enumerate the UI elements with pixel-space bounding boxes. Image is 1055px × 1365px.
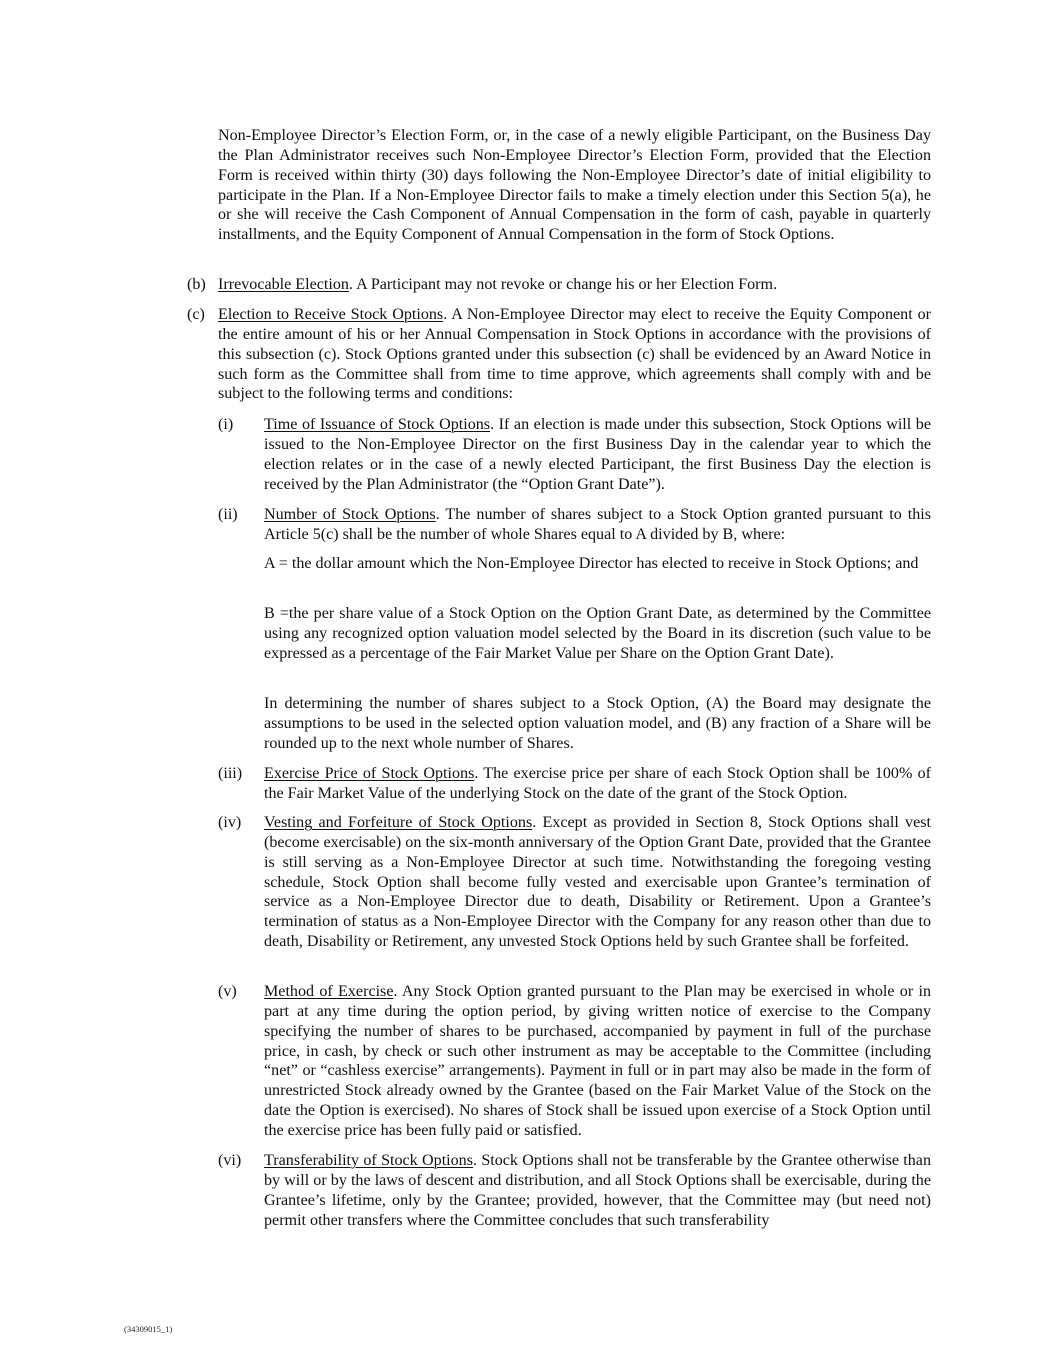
item-i-heading: Time of Issuance of Stock Options — [264, 416, 491, 433]
item-ii-label: (ii) — [218, 506, 238, 523]
item-iii-text: . The exercise price per share of each Stock Option shall be 100% of the Fair Market Value of the underlying Stock on the date of the grant of the Stock Option. — [264, 765, 931, 802]
item-ii-definition-b: B =the per share value of a Stock Option on the Option Grant Date, as determined by the Committee using any recognized option valuation model selected by the Board in its discretion (such value to be expressed as a percentage of the Fair Market Value per Share on the Option Grant Date). — [264, 605, 931, 662]
section-c-text: . A Non-Employee Director may elect to receive the Equity Component or the entire amount of his or her Annual Compensation in Stock Options in accordance with the provisions of this subsection (c). Stock Options granted under this subsection (c) shall be evidenced by an Award Notice in such form as the Committee shall from time to time approve, which agreements shall comply with and be subject to the following terms and conditions: — [218, 306, 931, 403]
item-vi-text: . Stock Options shall not be transferable by the Grantee otherwise than by will or by the laws of descent and distribution, and all Stock Options shall be exercisable, during the Grantee’s lifetime, only by the Grantee; provided, however, that the Committee may (but need not) permit other transfers where the Committee concludes that such transferability — [264, 1152, 931, 1229]
section-b-label: (b) — [187, 276, 206, 293]
intro-paragraph: Non-Employee Director’s Election Form, or, in the case of a newly eligible Participant, on the Business Day the Plan Administrator receives such Non-Employee Director’s Election Form, provided that the Election Form is received within thirty (30) days following the Non-Employee Director’s date of initial eligibility to participate in the Plan. If a Non-Employee Director fails to make a timely election under this Section 5(a), he or she will receive the Cash Component of Annual Compensation in the form of cash, payable in quarterly installments, and the Equity Component of Annual Compensation in the form of Stock Options. — [218, 127, 931, 244]
item-ii-heading: Number of Stock Options — [264, 506, 436, 523]
section-c-paragraph — [218, 305, 931, 404]
item-v-text: . Any Stock Option granted pursuant to the Plan may be exercised in whole or in part at any time during the option period, by giving written notice of exercise to the Company specifying the number of shares to be purchased, accompanied by payment in full of the purchase price, in cash, by check or such other instrument as may be acceptable to the Committee (including “net” or “cashless exercise” arrangements). Payment in full or in part may also be made in the form of unrestricted Stock already owned by the Grantee (based on the Fair Market Value of the Stock on the date the Option is exercised). No shares of Stock shall be issued upon exercise of a Stock Option until the exercise price has been fully paid or satisfied. — [264, 983, 931, 1139]
section-c-heading: Election to Receive Stock Options — [218, 306, 444, 323]
document-id-footer: (34309015_1) — [124, 1324, 173, 1334]
item-iii-label: (iii) — [218, 765, 243, 782]
section-b-heading: Irrevocable Election — [218, 276, 349, 293]
item-v-paragraph — [264, 982, 931, 1141]
section-b-paragraph — [218, 275, 931, 295]
item-vi-paragraph — [264, 1151, 931, 1230]
item-ii-paragraph — [264, 505, 931, 545]
item-i-text: . If an election is made under this subsection, Stock Options will be issued to the Non-Employee Director on the first Business Day in the calendar year to which the election relates or in the case of a newly elected Participant, the first Business Day the election is received by the Plan Administrator (the “Option Grant Date”). — [264, 416, 931, 493]
item-i-paragraph — [264, 415, 931, 494]
item-vi-heading: Transferability of Stock Options — [264, 1152, 473, 1169]
item-iv-label: (iv) — [218, 814, 242, 831]
item-ii-text: . The number of shares subject to a Stock Option granted pursuant to this Article 5(c) shall be the number of whole Shares equal to A divided by B, where: — [264, 506, 931, 543]
item-iii-paragraph — [264, 764, 931, 804]
item-iv-heading: Vesting and Forfeiture of Stock Options — [264, 814, 533, 831]
section-b-text: . A Participant may not revoke or change his or her Election Form. — [348, 276, 778, 293]
item-ii-definition-a: A = the dollar amount which the Non-Employee Director has elected to receive in Stock Options; and — [264, 555, 919, 572]
item-iii-heading: Exercise Price of Stock Options — [264, 765, 475, 782]
item-vi-label: (vi) — [218, 1152, 242, 1169]
item-iv-text: . Except as provided in Section 8, Stock Options shall vest (become exercisable) on the six-month anniversary of the Option Grant Date, provided that the Grantee is still serving as a Non-Employee Director at such time. Notwithstanding the foregoing vesting schedule, Stock Option shall become fully vested and exercisable upon Grantee’s termination of service as a Non-Employee Director due to death, Disability or Retirement. Upon a Grantee’s termination of status as a Non-Employee Director with the Company for any reason other than due to death, Disability or Retirement, any unvested Stock Options held by such Grantee shall be forfeited. — [264, 814, 931, 951]
item-iv-paragraph — [264, 813, 931, 952]
item-ii-note: In determining the number of shares subject to a Stock Option, (A) the Board may designate the assumptions to be used in the selected option valuation model, and (B) any fraction of a Share will be rounded up to the next whole number of Shares. — [264, 695, 931, 752]
section-c-label: (c) — [187, 306, 205, 323]
item-v-label: (v) — [218, 983, 237, 1000]
item-i-label: (i) — [218, 416, 234, 433]
item-v-heading: Method of Exercise — [264, 983, 394, 1000]
